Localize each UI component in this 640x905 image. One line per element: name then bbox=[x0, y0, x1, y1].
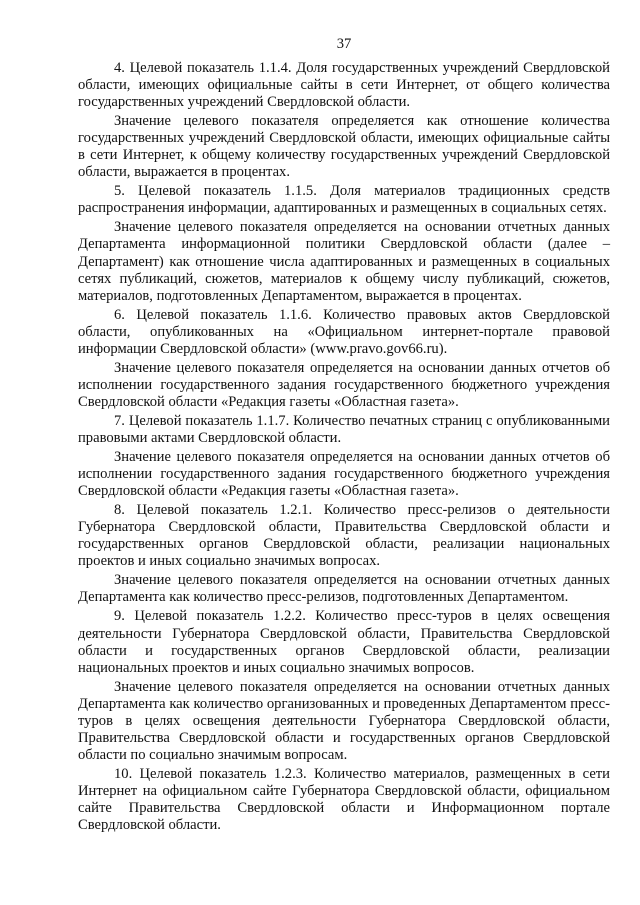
paragraph-value-1-1-5: Значение целевого показателя определяется на основании отчетных данных Департамента информационной политики Свердловской области (далее – Департамент) как отношение числа адаптированных и размещенных в социальных сетях публикаций, сюжетов, материалов к общему числу публикаций, сюжетов, материалов, подготовленных Департаментом, выражается в процентах. bbox=[78, 219, 610, 304]
paragraph-value-1-1-6: Значение целевого показателя определяется на основании данных отчетов об исполнении государственного задания государственного бюджетного учреждения Свердловской области «Редакция газеты «Областная газета». bbox=[78, 359, 610, 410]
paragraph-indicator-1-2-2: 9. Целевой показатель 1.2.2. Количество пресс-туров в целях освещения деятельности Губернатора Свердловской области, Правительства Свердловской области и государственных органов Свердловской области, реализации национальных проектов и иных социально значимых вопросов. bbox=[78, 608, 610, 676]
paragraph-value-1-1-4: Значение целевого показателя определяется как отношение количества государственных учреждений Свердловской области, имеющих официальные сайты в сети Интернет, к общему количеству государственных учреждений Свердловской области, выражается в процентах. bbox=[78, 113, 610, 181]
document-page bbox=[78, 36, 610, 836]
paragraph-value-1-2-1: Значение целевого показателя определяется на основании отчетных данных Департамента как количество пресс-релизов, подготовленных Департаментом. bbox=[78, 572, 610, 606]
paragraph-indicator-1-1-4: 4. Целевой показатель 1.1.4. Доля государственных учреждений Свердловской области, имеющих официальные сайты в сети Интернет, от общего количества государственных учреждений Свердловской области. bbox=[78, 60, 610, 111]
paragraph-indicator-1-1-5: 5. Целевой показатель 1.1.5. Доля материалов традиционных средств распространения информации, адаптированных и размещенных в социальных сетях. bbox=[78, 183, 610, 217]
paragraph-value-1-2-2: Значение целевого показателя определяется на основании отчетных данных Департамента как количество организованных и проведенных Департаментом пресс-туров в целях освещения деятельности Губернатора Свердловской области, Правительства Свердловской области и государственных органов Свердловской области по социально значимым вопросам. bbox=[78, 678, 610, 763]
paragraph-value-1-1-7: Значение целевого показателя определяется на основании данных отчетов об исполнении государственного задания государственного бюджетного учреждения Свердловской области «Редакция газеты «Областная газета». bbox=[78, 449, 610, 500]
paragraph-indicator-1-2-1: 8. Целевой показатель 1.2.1. Количество пресс-релизов о деятельности Губернатора Свердловской области, Правительства Свердловской области и государственных органов Свердловской области, реализации национальных проектов и иных социально значимых вопросах. bbox=[78, 502, 610, 570]
paragraph-indicator-1-2-3: 10. Целевой показатель 1.2.3. Количество материалов, размещенных в сети Интернет на официальном сайте Губернатора Свердловской области, официальном сайте Правительства Свердловской области и Информационном портале Свердловской области. bbox=[78, 765, 610, 834]
paragraph-indicator-1-1-7: 7. Целевой показатель 1.1.7. Количество печатных страниц с опубликованными правовыми актами Свердловской области. bbox=[78, 412, 610, 446]
paragraph-indicator-1-1-6: 6. Целевой показатель 1.1.6. Количество правовых актов Свердловской области, опубликованных на «Официальном интернет-портале правовой информации Свердловской области» (www.pravo.gov66.ru). bbox=[78, 306, 610, 357]
page-number: 37 bbox=[336, 36, 352, 52]
